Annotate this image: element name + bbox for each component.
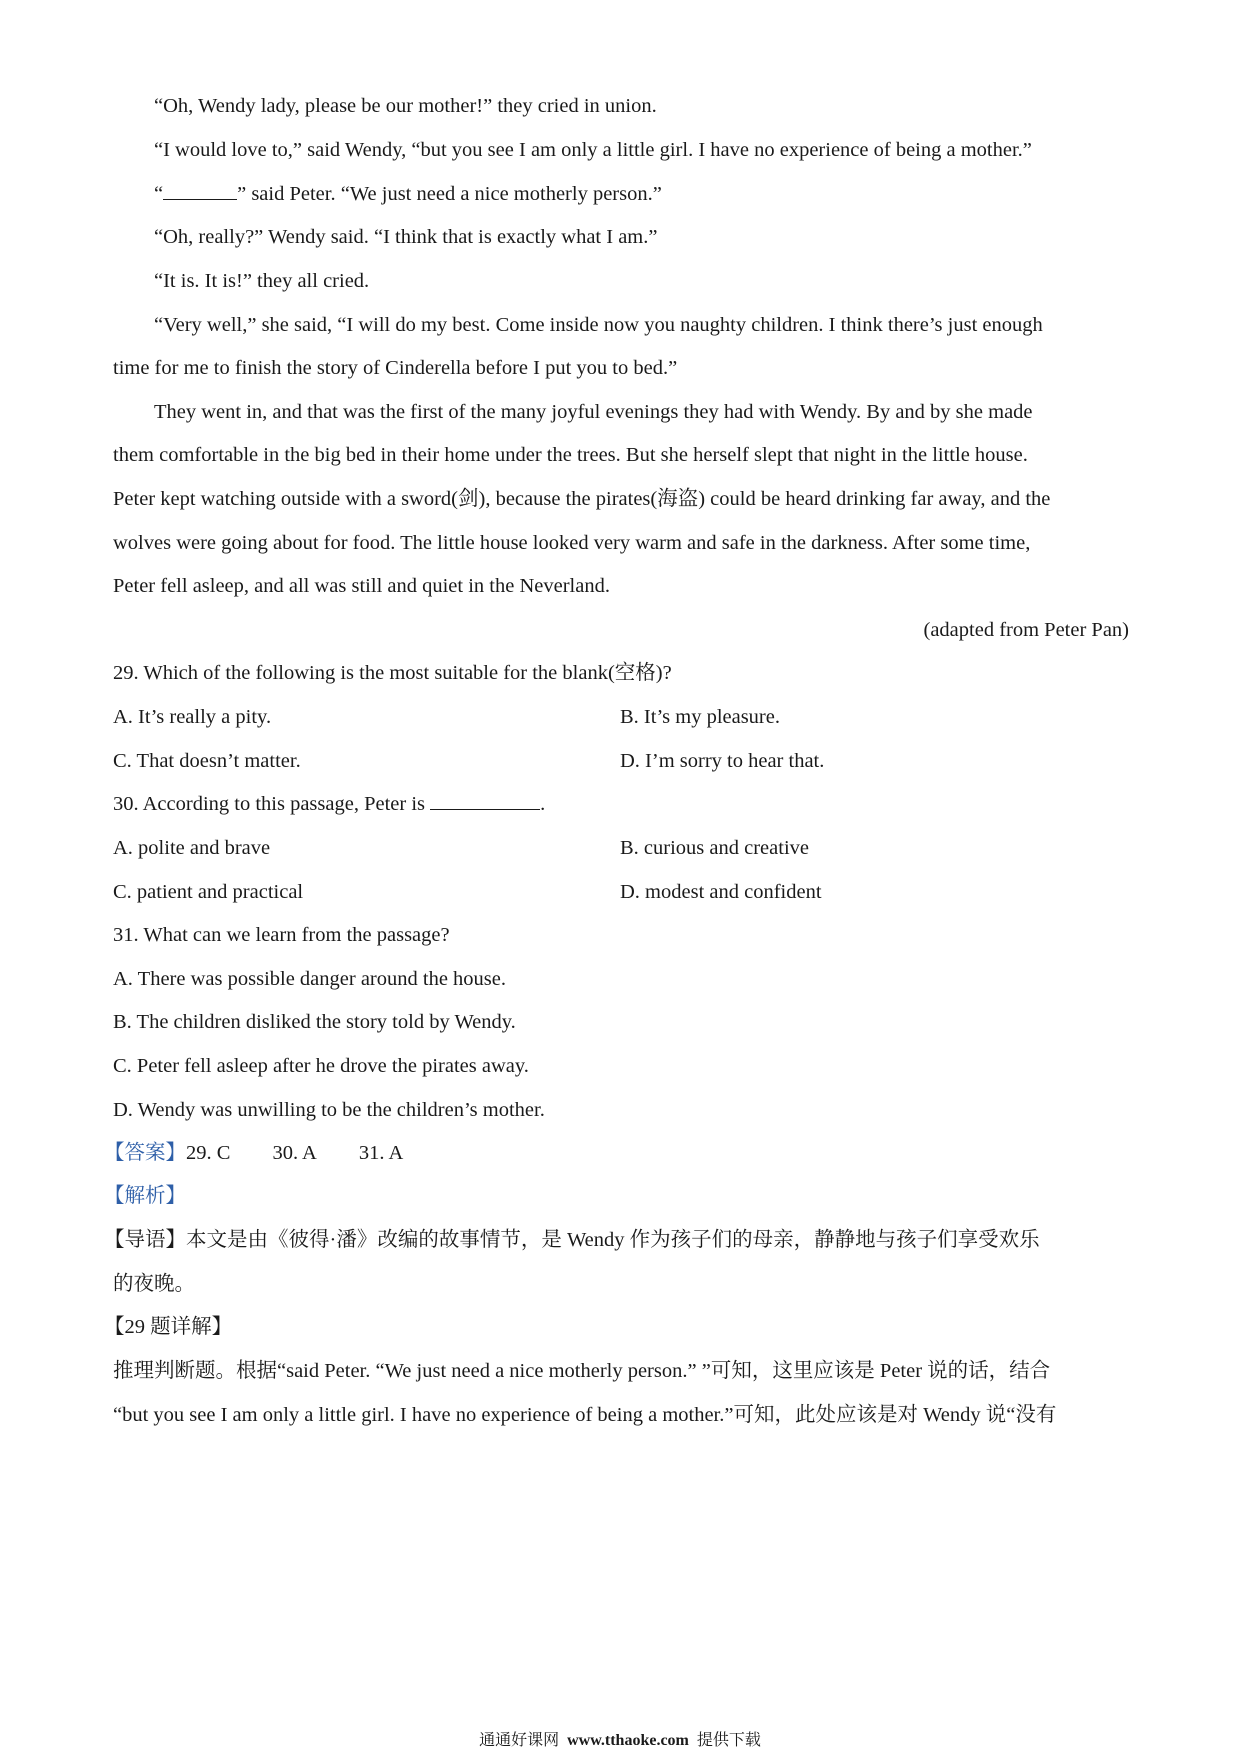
intro-line-2: 的夜晚。 [113, 1273, 195, 1295]
passage-line-5: “It is. It is!” they all cried. [154, 270, 370, 292]
footer-suffix: 提供下载 [696, 1730, 761, 1749]
footer-site-name: 通通好课网 [479, 1730, 560, 1749]
passage-line-2: “I would love to,” said Wendy, “but you see I am only a little girl. I have no experience of being a mother.” [154, 139, 1032, 161]
passage-line-3 [154, 181, 662, 207]
passage-line-7: time for me to finish the story of Cinderella before I put you to bed.” [113, 357, 678, 379]
intro-text-1: 本文是由《彼得·潘》改编的故事情节，是 Wendy 作为孩子们的母亲，静静地与孩子们享受欢乐 [186, 1229, 1040, 1251]
passage-line-6: “Very well,” she said, “I will do my best. Come inside now you naughty children. I think there’s just enough [154, 314, 1043, 336]
question-30-option-c: C. patient and practical [113, 881, 304, 903]
passage-line-10: Peter kept watching outside with a sword(剑), because the pirates(海盗) could be heard drinking far away, and the [113, 488, 1051, 510]
question-30-stem [113, 791, 545, 817]
question-30-option-d: D. modest and confident [620, 881, 822, 903]
passage-line-1: “Oh, Wendy lady, please be our mother!” they cried in union. [154, 95, 657, 117]
question-30-option-a: A. polite and brave [113, 837, 271, 859]
answer-29: 29. C [186, 1142, 231, 1164]
question-30-stem-post: . [540, 793, 546, 815]
passage-line-11: wolves were going about for food. The little house looked very warm and safe in the darkness. After some time, [113, 532, 1031, 554]
q29-detail-line-1: 推理判断题。根据“said Peter. “We just need a nice motherly person.” ”可知，这里应该是 Peter 说的话，结合 [113, 1360, 1051, 1382]
question-29-option-c: C. That doesn’t matter. [113, 750, 301, 772]
question-29-option-b: B. It’s my pleasure. [620, 706, 780, 728]
question-31-option-c: C. Peter fell asleep after he drove the pirates away. [113, 1055, 529, 1077]
question-30-blank [430, 791, 540, 810]
answer-line [104, 1140, 403, 1166]
question-31-stem: 31. What can we learn from the passage? [113, 924, 450, 946]
answer-30: 30. A [272, 1142, 317, 1164]
passage-line-9: them comfortable in the big bed in their home under the trees. But she herself slept that night in the little house. [113, 444, 1028, 466]
passage-line-3-rest: ” said Peter. “We just need a nice motherly person.” [237, 183, 662, 205]
question-29-stem: 29. Which of the following is the most suitable for the blank(空格)? [113, 662, 672, 684]
q29-detail-line-2: “but you see I am only a little girl. I have no experience of being a mother.”可知，此处应该是对 Wendy 说“没有 [113, 1404, 1057, 1426]
question-30-stem-pre: 30. According to this passage, Peter is [113, 793, 431, 815]
passage-line-4: “Oh, really?” Wendy said. “I think that is exactly what I am.” [154, 226, 658, 248]
intro-label: 【导语】 [104, 1229, 186, 1251]
passage-line-8: They went in, and that was the first of the many joyful evenings they had with Wendy. By and by she made [154, 401, 1033, 423]
question-29-option-a: A. It’s really a pity. [113, 706, 272, 728]
q29-detail-label: 【29 题详解】 [104, 1316, 233, 1338]
analysis-label: 【解析】 [104, 1185, 186, 1207]
passage-line-12: Peter fell asleep, and all was still and quiet in the Neverland. [113, 575, 610, 597]
passage-source: (adapted from Peter Pan) [923, 619, 1129, 641]
question-31-option-a: A. There was possible danger around the house. [113, 968, 507, 990]
question-31-option-b: B. The children disliked the story told by Wendy. [113, 1011, 516, 1033]
answer-31: 31. A [358, 1142, 404, 1164]
question-30-option-b: B. curious and creative [620, 837, 809, 859]
quote-open: “ [154, 183, 164, 205]
footer [0, 1730, 1240, 1751]
footer-url[interactable]: www.tthaoke.com [567, 1732, 689, 1749]
question-29-option-d: D. I’m sorry to hear that. [620, 750, 825, 772]
intro-line-1 [104, 1227, 1040, 1253]
answer-label: 【答案】 [104, 1142, 186, 1164]
answer-blank [163, 181, 237, 200]
question-31-option-d: D. Wendy was unwilling to be the children’s mother. [113, 1099, 545, 1121]
